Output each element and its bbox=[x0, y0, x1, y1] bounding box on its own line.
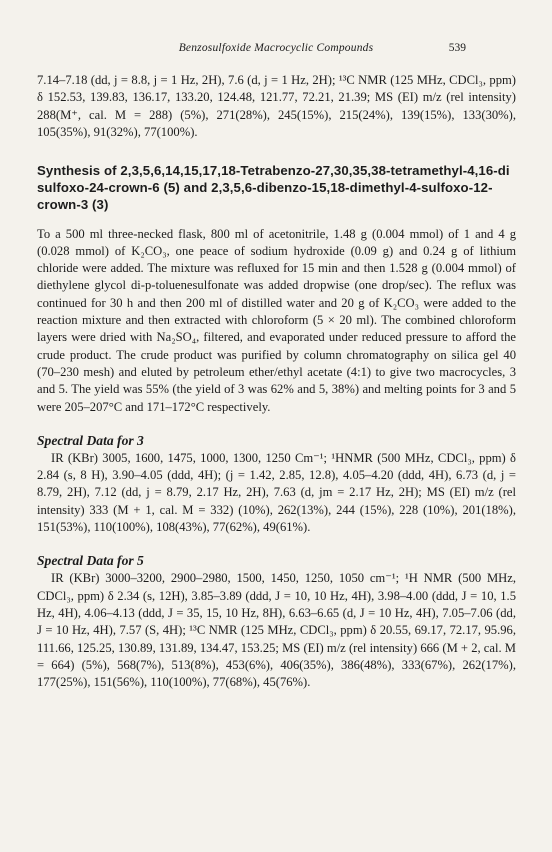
running-title: Benzosulfoxide Macrocyclic Compounds bbox=[178, 42, 374, 54]
spectral-data-5-paragraph: IR (KBr) 3000–3200, 2900–2980, 1500, 1450, 1250, 1050 cm⁻¹; ¹H NMR (500 MHz, CDCl₃, ppm) δ 2.34 (s, 12H), 3.85–3.89 (ddd, J = 10, 10 Hz, 4H), 3.98–4.00 (ddd, J = 10, 1.5 Hz, 4H), 4.06–4.13 (ddd, J = 35, 15, 10 Hz, 8H), 6.63–6.65 (d, J = 10 Hz, 4H), 7.05–7.06 (dd, J = 10 Hz, 4H), 7.57 (S, 4H); ¹³C NMR (125 MHz, CDCl₃, ppm) δ 20.55, 69.17, 72.17, 95.96, 111.66, 125.25, 130.89, 131.89, 134.47, 153.25; MS (EI) m/z (rel intensity) 666 (M + 2, cal. M = 664) (5%), 568(7%), 513(8%), 453(6%), 406(35%), 386(48%), 333(67%), 262(17%), 177(25%), 151(56%), 110(100%), 77(68%), 45(76%). bbox=[37, 571, 516, 690]
intro-paragraph: 7.14–7.18 (dd, j = 8.8, j = 1 Hz, 2H), 7.6 (d, j = 1 Hz, 2H); ¹³C NMR (125 MHz, CDCl₃, ppm) δ 152.53, 139.83, 136.17, 133.20, 124.48, 121.77, 72.21, 21.39; MS (EI) m/z (rel intensity) 288(M⁺, cal. M = 288) (5%), 271(28%), 245(15%), 215(24%), 139(15%), 133(30%), 105(35%), 91(32%), 77(100%). bbox=[37, 73, 516, 139]
spectral-data-5-heading: Spectral Data for 5 bbox=[37, 553, 144, 569]
page-header bbox=[0, 42, 552, 58]
synthesis-paragraph: To a 500 ml three-necked flask, 800 ml of acetonitrile, 1.48 g (0.004 mmol) of 1 and 4 g (0.028 mmol) of K₂CO₃, one peace of sodium hydroxide (0.09 g) and 0.24 g of lithium chloride were added. The mixture was refluxed for 15 min and then 1.528 g (0.004 mmol) of diethylene glycol di-p-toluenesulfonate was added dropwise (one drop/sec). The reflux was continued for 30 h and then 200 ml of distilled water and 20 g of K₂CO₃ were added to the reaction mixture and then extracted with chloroform (5 × 20 ml). The combined chloroform layers were dried with Na₂SO₄, filtered, and evaporated under reduced pressure to afford the crude product. The crude product was purified by column chromatography on silica gel 40 (70–230 mesh) and eluted by petroleum ether/ethyl acetate (4:1) to give two macrocycles, 3 and 5. The yield was 55% (the yield of 3 was 62% and 5, 38%) and melting points for 3 and 5 were 205–207°C and 171–172°C respectively. bbox=[37, 226, 516, 414]
page-number: 539 bbox=[448, 42, 466, 54]
page-body bbox=[37, 72, 516, 691]
spectral-data-3-paragraph: IR (KBr) 3005, 1600, 1475, 1000, 1300, 1250 Cm⁻¹; ¹HNMR (500 MHz, CDCl₃, ppm) δ 2.84 (s, 8 H), 3.90–4.05 (ddd, 4H); (j = 1.42, 2.85, 12.8), 4.05–4.20 (ddd, 4H), 6.73 (d, j = 8.79, 2H), 7.12 (dd, j = 8.79, 2.17 Hz, 2H), 7.63 (d, jm = 2.17 Hz, 2H); MS (EI) m/z (rel intensity) 333 (M + 1, cal. M = 332) (10%), 262(13%), 244 (15%), 228 (10%), 201(18%), 151(53%), 110(100%), 108(43%), 77(62%), 49(61%). bbox=[37, 450, 516, 535]
spectral-data-3-heading: Spectral Data for 3 bbox=[37, 432, 144, 448]
synthesis-heading: Synthesis of 2,3,5,6,14,15,17,18-Tetrabenzo-27,30,35,38-tetramethyl-4,16-di sulfoxo-24-crown-6 (5) and 2,3,5,6-dibenzo-15,18-dimethyl-4-sulfoxo-12-crown-3 (3) bbox=[37, 163, 510, 212]
